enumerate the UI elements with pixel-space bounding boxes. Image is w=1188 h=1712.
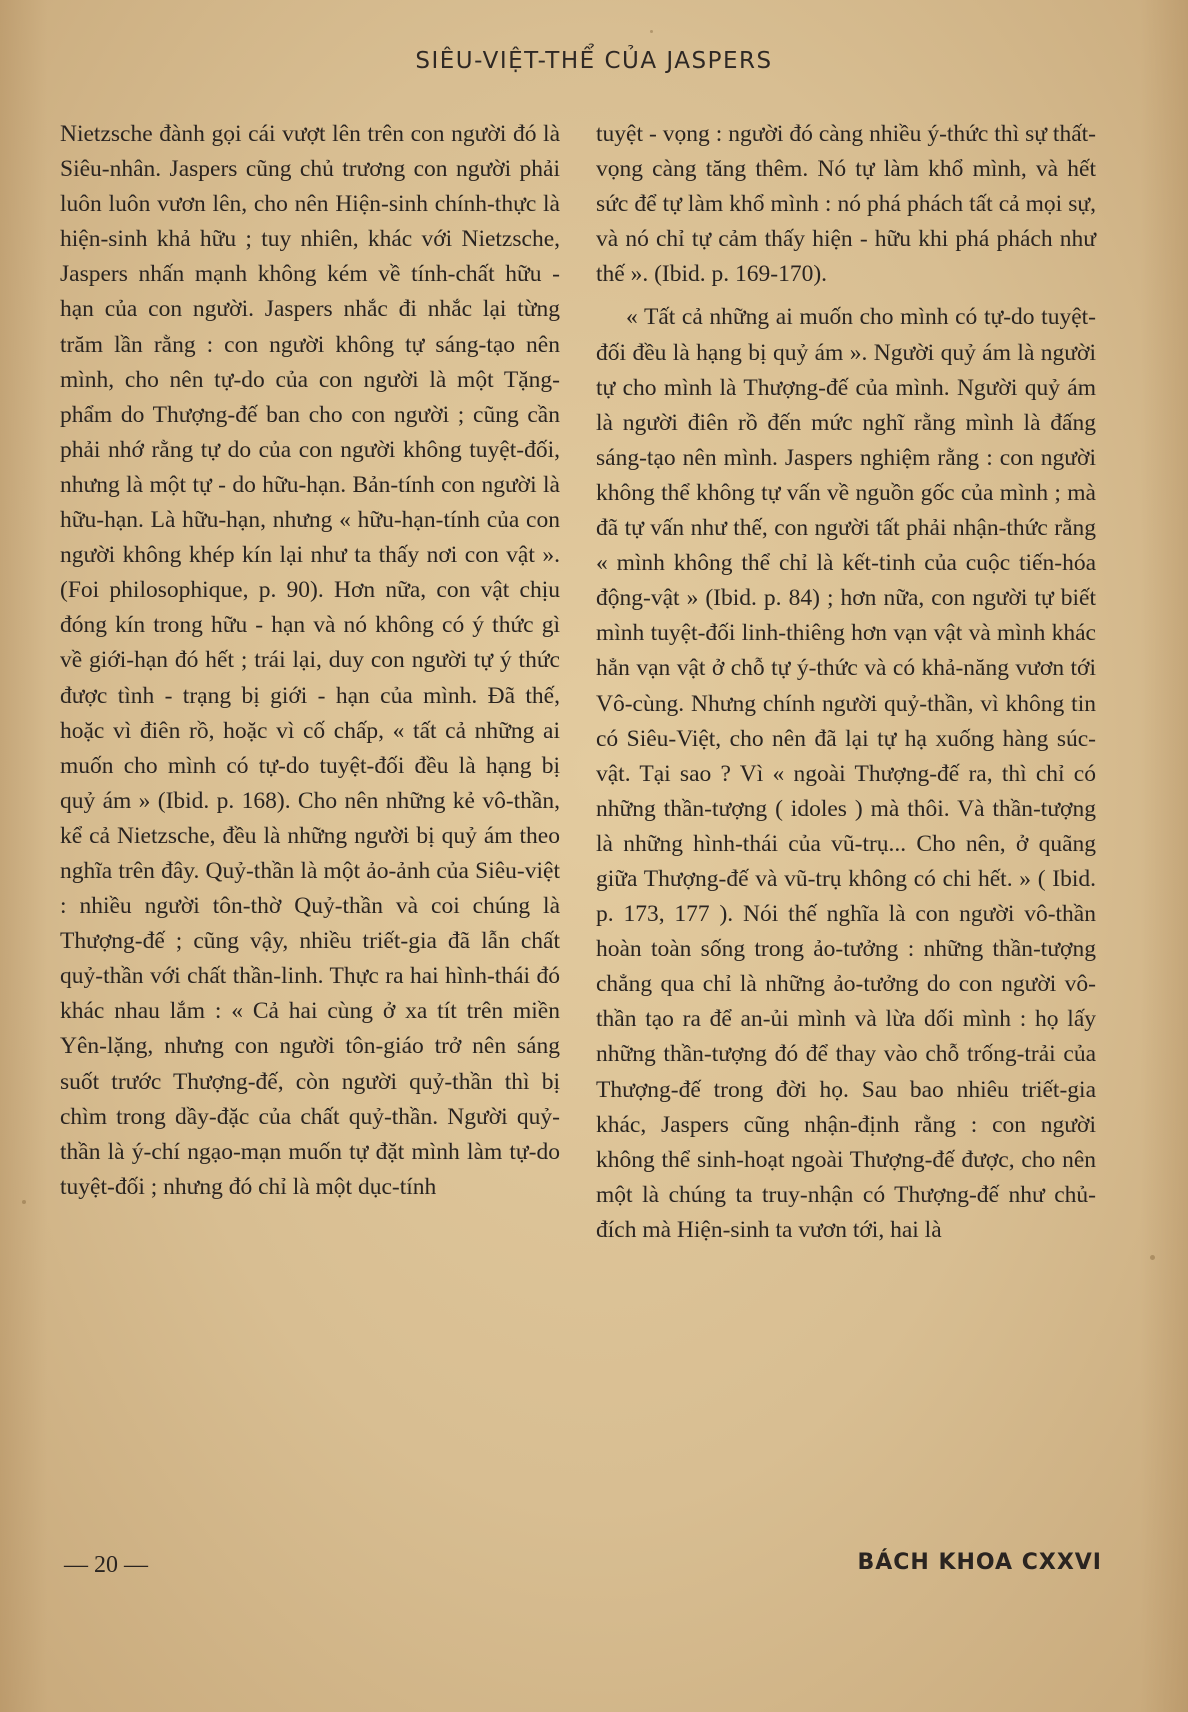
paper-speck [650,30,653,33]
paper-speck [22,1200,26,1204]
paper-speck [1150,1255,1155,1260]
running-head: SIÊU-VIỆT-THỂ CỦA JASPERS [415,48,773,74]
page-number: — 20 — [64,1552,148,1578]
right-column-paragraph-1: tuyệt - vọng : người đó càng nhiều ý-thức thì sự thất-vọng càng tăng thêm. Nó tự làm khổ mình, và hết sức để tự làm khổ mình : nó phá phách tất cả mọi sự, và nó chỉ tự cảm thấy hiện - hữu khi phá phách như thế ». (Ibid. p. 169-170). [596,121,1096,288]
right-column-paragraph-2: « Tất cả những ai muốn cho mình có tự-do tuyệt-đối đều là hạng bị quỷ ám ». Người quỷ ám là người tự cho mình là Thượng-đế của mình. Người quỷ ám là người điên rồ đến mức nghĩ rằng mình là đấng sáng-tạo nên mình. Jaspers nghiệm rằng : con người không thể không tự vấn về nguồn gốc của mình ; mà đã tự vấn như thế, con người tất phải nhận-thức rằng « mình không thể chỉ là kết-tinh của cuộc tiến-hóa động-vật » (Ibid. p. 84) ; hơn nữa, con người tự biết mình tuyệt-đối linh-thiêng hơn vạn vật và mình khác hẳn vạn vật ở chỗ tự ý-thức và có khả-năng vươn tới Vô-cùng. Nhưng chính người quỷ-thần, vì không tin có Siêu-Việt, cho nên đã lại tự hạ xuống hàng súc-vật. Tại sao ? Vì « ngoài Thượng-đế ra, thì chỉ có những thần-tượng ( idoles ) mà thôi. Và thần-tượng là những hình-thái của vũ-trụ... Cho nên, ở quãng giữa Thượng-đế và vũ-trụ không có chi hết. » ( Ibid. p. 173, 177 ). Nói thế nghĩa là con người vô-thần hoàn toàn sống trong ảo-tưởng : những thần-tượng chẳng qua chỉ là những ảo-tưởng do con người vô-thần tạo ra để an-ủi mình và lừa dối mình : họ lấy những thần-tượng đó để thay vào chỗ trống-trải của Thượng-đế trong đời họ. Sau bao nhiêu triết-gia khác, Jaspers cũng nhận-định rằng : con người không thể sinh-hoạt ngoài Thượng-đế được, cho nên một là chúng ta truy-nhận có Thượng-đế như chủ-đích mà Hiện-sinh ta vươn tới, hai là [596,304,1096,1243]
left-column [60,117,560,1205]
publication-footer: BÁCH KHOA CXXVI [857,1550,1102,1575]
left-column-paragraph: Nietzsche đành gọi cái vượt lên trên con người đó là Siêu-nhân. Jaspers cũng chủ trương con người phải luôn luôn vươn lên, cho nên Hiện-sinh chính-thực là hiện-sinh khả hữu ; tuy nhiên, khác với Nietzsche, Jaspers nhấn mạnh không kém về tính-chất hữu - hạn của con người. Jaspers nhắc đi nhắc lại từng trăm lần rằng : con người không tự sáng-tạo nên mình, cho nên tự-do của con người là một Tặng-phẩm do Thượng-đế ban cho con người ; cũng cần phải nhớ rằng tự do của con người không tuyệt-đối, nhưng là một tự - do hữu-hạn. Bản-tính con người là hữu-hạn. Là hữu-hạn, nhưng « hữu-hạn-tính của con người không khép kín lại như ta thấy nơi con vật ». (Foi philosophique, p. 90). Hơn nữa, con vật chịu đóng kín trong hữu - hạn và nó không có ý thức gì về giới-hạn đó hết ; trái lại, duy con người tự ý thức được tình - trạng bị giới - hạn của mình. Đã thế, hoặc vì điên rồ, hoặc vì cố chấp, « tất cả những ai muốn cho mình có tự-do tuyệt-đối đều là hạng bị quỷ ám » (Ibid. p. 168). Cho nên những kẻ vô-thần, kể cả Nietzsche, đều là những người bị quỷ ám theo nghĩa trên đây. Quỷ-thần là một ảo-ảnh của Siêu-việt : nhiều người tôn-thờ Quỷ-thần và coi chúng là Thượng-đế ; cũng vậy, nhiều triết-gia đã lẫn chất quỷ-thần với chất thần-linh. Thực ra hai hình-thái đó khác nhau lắm : « Cả hai cùng ở xa tít trên miền Yên-lặng, nhưng con người tôn-giáo trở nên sáng suốt trước Thượng-đế, còn người quỷ-thần thì bị chìm trong dầy-đặc của chất quỷ-thần. Người quỷ-thần là ý-chí ngạo-mạn muốn tự đặt mình làm tự-do tuyệt-đối ; nhưng đó chỉ là một dục-tính [60,121,560,1200]
right-column [596,117,1096,1248]
